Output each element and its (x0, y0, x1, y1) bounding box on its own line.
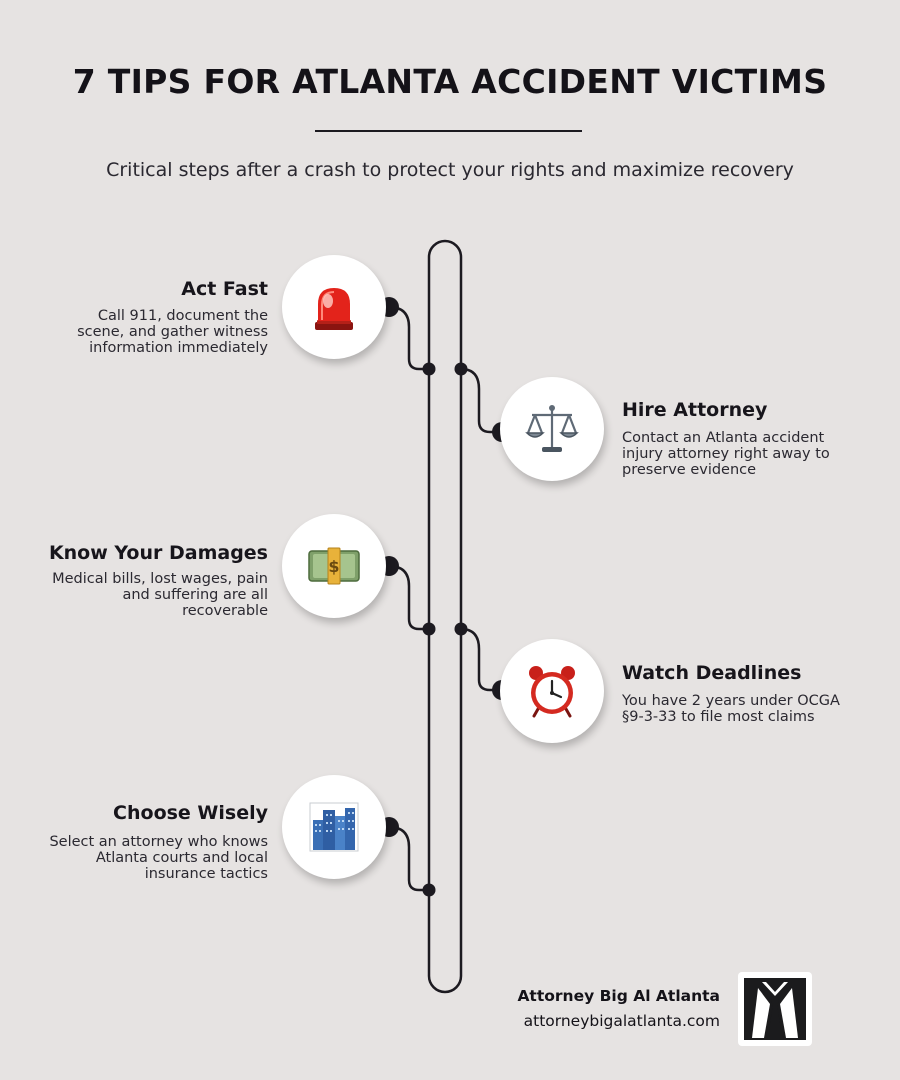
connector-tip-4 (461, 629, 502, 690)
page-title: 7 TIPS FOR ATLANTA ACCIDENT VICTIMS (72, 62, 828, 101)
tip-4-description: You have 2 years under OCGA §9-3-33 to file most claims (622, 693, 840, 725)
tip-2-icon-circle (500, 377, 604, 481)
page-subtitle: Critical steps after a crash to protect your rights and maximize recovery (106, 159, 794, 181)
siren-icon (307, 280, 361, 334)
suit-tie-icon (744, 978, 806, 1040)
tip-2-title: Hire Attorney (622, 399, 768, 421)
connector-tip-5 (389, 827, 429, 890)
tip-5-title: Choose Wisely (113, 802, 268, 824)
brand-name: Attorney Big Al Atlanta (517, 987, 720, 1005)
tip-4-title: Watch Deadlines (622, 662, 802, 684)
svg-text:$: $ (328, 557, 340, 576)
node-small-2 (455, 363, 468, 376)
tip-3-title: Know Your Damages (48, 542, 268, 564)
tip-3-description: Medical bills, lost wages, pain and suffering are all recoverable (52, 571, 268, 619)
node-small-1 (423, 363, 436, 376)
brand-logo (738, 972, 812, 1046)
node-small-5 (423, 884, 436, 897)
alarm-clock-icon (524, 663, 580, 719)
tip-3-icon-circle (282, 514, 386, 618)
brand-url[interactable]: attorneybigalatlanta.com (523, 1012, 720, 1030)
node-small-3 (423, 623, 436, 636)
city-icon (309, 802, 359, 852)
tip-4-icon-circle (500, 639, 604, 743)
tip-5-description: Select an attorney who knows Atlanta courts and local insurance tactics (49, 834, 268, 882)
tip-5-icon-circle (282, 775, 386, 879)
tip-2-description: Contact an Atlanta accident injury attorney right away to preserve evidence (622, 430, 830, 478)
tip-1-title: Act Fast (181, 278, 268, 300)
scales-icon (524, 401, 580, 457)
money-icon (306, 538, 362, 594)
connector-tip-1 (389, 307, 429, 369)
tip-1-icon-circle (282, 255, 386, 359)
connector-tip-2 (461, 369, 502, 432)
node-small-4 (455, 623, 468, 636)
tip-1-description: Call 911, document the scene, and gather witness information immediately (77, 308, 268, 356)
connector-tip-3 (389, 566, 429, 629)
timeline-track (429, 241, 461, 992)
